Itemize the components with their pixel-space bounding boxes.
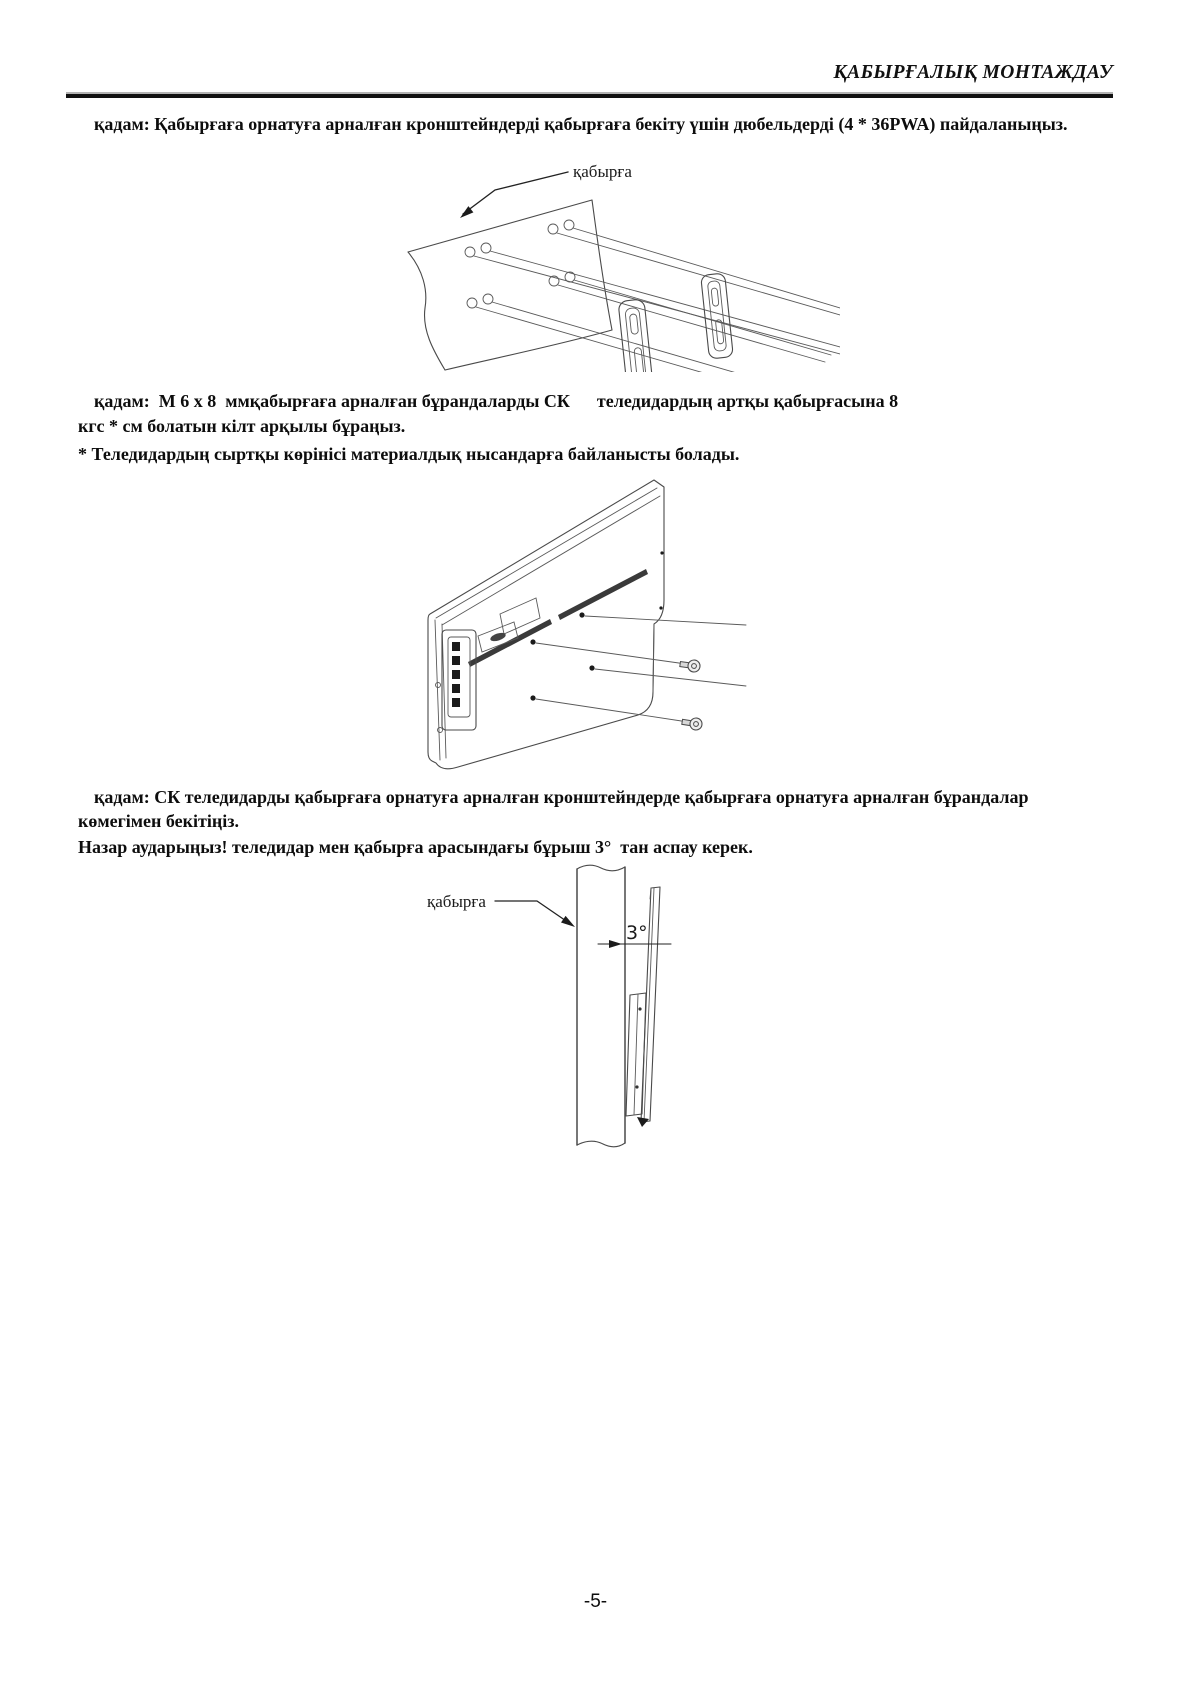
- note-text: * Теледидардың сыртқы көрінісі материалдық нысандарға байланысты болады.: [78, 444, 740, 464]
- step2-text-line1: қадам: М 6 х 8 ммқабырғаға арналған бұрандаларды СК теледидардың артқы қабырғасына 8: [94, 391, 899, 411]
- angle-dimension: [598, 922, 671, 948]
- mount-bracket-left: [618, 299, 654, 372]
- side-mount-angle-diagram: [413, 855, 693, 1155]
- angle-label: 3°: [626, 922, 648, 944]
- step2-text-line2: кгс * см болатын кілт арқылы бұраңыз.: [78, 416, 406, 436]
- wall-brackets-diagram: [395, 148, 840, 372]
- tv-back-sketch: [428, 480, 664, 769]
- mount-screw-icon: [679, 658, 700, 673]
- wall-leader-arrow-icon: [495, 901, 575, 927]
- step3-text-line2: көмегімен бекітіңіз.: [78, 811, 239, 831]
- step3-text-line1: қадам: СК теледидарды қабырғаға орнатуға арналған кронштейндерде қабырғаға орнатуға арналған бұрандалар: [94, 787, 1029, 807]
- mount-screw-icon: [681, 716, 703, 731]
- warning-text: Назар аударыңыз! теледидар мен қабырға арасындағы бұрыш 3° тан аспау керек.: [78, 837, 753, 857]
- tv-back-screws-diagram: [398, 452, 748, 774]
- wall-label: қабырға: [573, 162, 632, 181]
- header-rule: [66, 92, 1113, 98]
- wall-label: қабырға: [427, 892, 486, 911]
- page-header-title: ҚАБЫРҒАЛЫҚ МОНТАЖДАУ: [833, 62, 1113, 83]
- page-number: -5-: [583, 1591, 608, 1612]
- bottom-fastener-mark: [637, 1117, 649, 1127]
- wall-side-sketch: [577, 865, 625, 1147]
- connector-panel: [442, 630, 476, 730]
- step1-text: қадам: Қабырғаға орнатуға арналған кронштейндерді қабырғаға бекіту үшін дюбельдерді (4 * 36PWA) пайдаланыңыз.: [94, 114, 1068, 134]
- mount-hole-leaders: [530, 612, 746, 722]
- bracket-side-sketch: [626, 993, 646, 1116]
